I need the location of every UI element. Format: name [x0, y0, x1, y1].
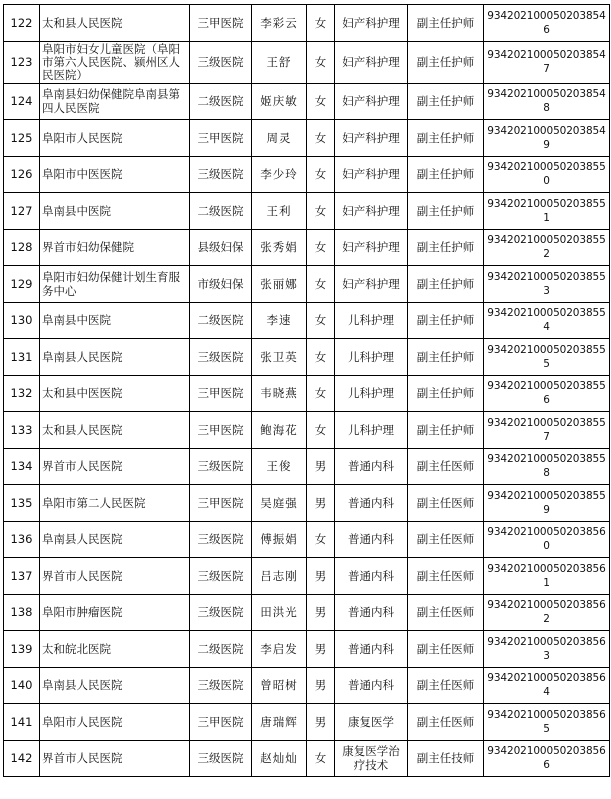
professional-title-cell: 副主任护师: [408, 412, 484, 449]
hospital-name-cell: 太和县中医医院: [40, 375, 190, 412]
hospital-level-cell: 县级妇保: [190, 229, 252, 266]
gender-cell: 男: [307, 594, 335, 631]
row-number-cell: 142: [4, 740, 40, 777]
hospital-level-cell: 二级医院: [190, 631, 252, 668]
gender-cell: 女: [307, 193, 335, 230]
specialty-cell: 普通内科: [335, 558, 408, 595]
certificate-number-cell: 9342021000502038561: [484, 558, 610, 595]
table-row: [4, 339, 610, 376]
specialty-cell: 妇产科护理: [335, 5, 408, 42]
specialty-cell: 普通内科: [335, 631, 408, 668]
person-name-cell: 李少玲: [252, 156, 307, 193]
row-number-cell: 132: [4, 375, 40, 412]
person-name-cell: 鲍海花: [252, 412, 307, 449]
row-number-cell: 128: [4, 229, 40, 266]
row-number-cell: 135: [4, 485, 40, 522]
hospital-name-cell: 阜南县中医院: [40, 302, 190, 339]
table-row: [4, 375, 610, 412]
table-row: [4, 5, 610, 42]
hospital-name-cell: 太和县人民医院: [40, 5, 190, 42]
professional-title-cell: 副主任护师: [408, 120, 484, 157]
table-row: [4, 740, 610, 777]
row-number-cell: 125: [4, 120, 40, 157]
certificate-number-cell: 9342021000502038547: [484, 41, 610, 83]
certificate-number-cell: 9342021000502038551: [484, 193, 610, 230]
row-number-cell: 122: [4, 5, 40, 42]
person-name-cell: 田洪光: [252, 594, 307, 631]
certificate-number-cell: 9342021000502038555: [484, 339, 610, 376]
roster-table: [3, 4, 610, 777]
certificate-number-cell: 9342021000502038562: [484, 594, 610, 631]
specialty-cell: 妇产科护理: [335, 193, 408, 230]
professional-title-cell: 副主任护师: [408, 375, 484, 412]
hospital-level-cell: 二级医院: [190, 83, 252, 120]
specialty-cell: 普通内科: [335, 594, 408, 631]
row-number-cell: 140: [4, 667, 40, 704]
person-name-cell: 傅振娟: [252, 521, 307, 558]
person-name-cell: 赵灿灿: [252, 740, 307, 777]
certificate-number-cell: 9342021000502038548: [484, 83, 610, 120]
specialty-cell: 妇产科护理: [335, 156, 408, 193]
gender-cell: 女: [307, 375, 335, 412]
row-number-cell: 126: [4, 156, 40, 193]
professional-title-cell: 副主任护师: [408, 339, 484, 376]
certificate-number-cell: 9342021000502038557: [484, 412, 610, 449]
gender-cell: 女: [307, 156, 335, 193]
professional-title-cell: 副主任医师: [408, 594, 484, 631]
specialty-cell: 儿科护理: [335, 339, 408, 376]
gender-cell: 女: [307, 229, 335, 266]
hospital-level-cell: 三级医院: [190, 448, 252, 485]
person-name-cell: 王利: [252, 193, 307, 230]
professional-title-cell: 副主任护师: [408, 83, 484, 120]
table-row: [4, 193, 610, 230]
specialty-cell: 康复医学: [335, 704, 408, 741]
specialty-cell: 康复医学治疗技术: [335, 740, 408, 777]
row-number-cell: 139: [4, 631, 40, 668]
person-name-cell: 吴庭强: [252, 485, 307, 522]
gender-cell: 男: [307, 558, 335, 595]
gender-cell: 女: [307, 521, 335, 558]
professional-title-cell: 副主任护师: [408, 156, 484, 193]
gender-cell: 女: [307, 41, 335, 83]
table-row: [4, 667, 610, 704]
specialty-cell: 妇产科护理: [335, 229, 408, 266]
hospital-level-cell: 三级医院: [190, 558, 252, 595]
gender-cell: 女: [307, 740, 335, 777]
specialty-cell: 普通内科: [335, 448, 408, 485]
person-name-cell: 吕志刚: [252, 558, 307, 595]
table-row: [4, 594, 610, 631]
gender-cell: 男: [307, 704, 335, 741]
hospital-name-cell: 阜阳市中医医院: [40, 156, 190, 193]
gender-cell: 女: [307, 120, 335, 157]
hospital-name-cell: 阜阳市肿瘤医院: [40, 594, 190, 631]
person-name-cell: 李启发: [252, 631, 307, 668]
gender-cell: 男: [307, 631, 335, 668]
specialty-cell: 妇产科护理: [335, 266, 408, 303]
person-name-cell: 李彩云: [252, 5, 307, 42]
row-number-cell: 130: [4, 302, 40, 339]
hospital-name-cell: 阜阳市妇女儿童医院（阜阳市第六人民医院、颍州区人民医院）: [40, 41, 190, 83]
hospital-name-cell: 太和皖北医院: [40, 631, 190, 668]
professional-title-cell: 副主任护师: [408, 229, 484, 266]
hospital-level-cell: 二级医院: [190, 302, 252, 339]
hospital-name-cell: 界首市人民医院: [40, 558, 190, 595]
gender-cell: 女: [307, 266, 335, 303]
person-name-cell: 曾昭树: [252, 667, 307, 704]
table-row: [4, 448, 610, 485]
row-number-cell: 127: [4, 193, 40, 230]
person-name-cell: 周灵: [252, 120, 307, 157]
professional-title-cell: 副主任医师: [408, 558, 484, 595]
specialty-cell: 儿科护理: [335, 302, 408, 339]
table-row: [4, 704, 610, 741]
professional-title-cell: 副主任医师: [408, 631, 484, 668]
professional-title-cell: 副主任护师: [408, 266, 484, 303]
specialty-cell: 妇产科护理: [335, 41, 408, 83]
table-row: [4, 521, 610, 558]
person-name-cell: 李速: [252, 302, 307, 339]
hospital-level-cell: 三级医院: [190, 740, 252, 777]
person-name-cell: 唐瑞辉: [252, 704, 307, 741]
row-number-cell: 131: [4, 339, 40, 376]
professional-title-cell: 副主任医师: [408, 485, 484, 522]
hospital-name-cell: 界首市人民医院: [40, 740, 190, 777]
hospital-name-cell: 阜南县中医院: [40, 193, 190, 230]
gender-cell: 女: [307, 339, 335, 376]
certificate-number-cell: 9342021000502038553: [484, 266, 610, 303]
specialty-cell: 普通内科: [335, 667, 408, 704]
person-name-cell: 张卫英: [252, 339, 307, 376]
table-row: [4, 302, 610, 339]
professional-title-cell: 副主任医师: [408, 521, 484, 558]
specialty-cell: 妇产科护理: [335, 120, 408, 157]
specialty-cell: 儿科护理: [335, 412, 408, 449]
table-row: [4, 229, 610, 266]
hospital-level-cell: 三甲医院: [190, 412, 252, 449]
specialty-cell: 儿科护理: [335, 375, 408, 412]
row-number-cell: 123: [4, 41, 40, 83]
table-row: [4, 120, 610, 157]
hospital-name-cell: 阜阳市第二人民医院: [40, 485, 190, 522]
certificate-number-cell: 9342021000502038563: [484, 631, 610, 668]
gender-cell: 男: [307, 667, 335, 704]
person-name-cell: 王舒: [252, 41, 307, 83]
table-row: [4, 41, 610, 83]
specialty-cell: 妇产科护理: [335, 83, 408, 120]
hospital-name-cell: 阜南县人民医院: [40, 339, 190, 376]
hospital-name-cell: 阜阳市人民医院: [40, 704, 190, 741]
person-name-cell: 韦晓燕: [252, 375, 307, 412]
table-row: [4, 156, 610, 193]
table-row: [4, 266, 610, 303]
certificate-number-cell: 9342021000502038549: [484, 120, 610, 157]
row-number-cell: 134: [4, 448, 40, 485]
gender-cell: 女: [307, 83, 335, 120]
certificate-number-cell: 9342021000502038565: [484, 704, 610, 741]
gender-cell: 男: [307, 485, 335, 522]
certificate-number-cell: 9342021000502038550: [484, 156, 610, 193]
certificate-number-cell: 9342021000502038559: [484, 485, 610, 522]
row-number-cell: 133: [4, 412, 40, 449]
professional-title-cell: 副主任护师: [408, 41, 484, 83]
hospital-name-cell: 阜南县人民医院: [40, 667, 190, 704]
professional-title-cell: 副主任医师: [408, 448, 484, 485]
row-number-cell: 124: [4, 83, 40, 120]
hospital-level-cell: 市级妇保: [190, 266, 252, 303]
table-row: [4, 631, 610, 668]
hospital-level-cell: 三级医院: [190, 156, 252, 193]
certificate-number-cell: 9342021000502038566: [484, 740, 610, 777]
table-row: [4, 485, 610, 522]
person-name-cell: 张秀娟: [252, 229, 307, 266]
hospital-level-cell: 三甲医院: [190, 5, 252, 42]
gender-cell: 女: [307, 302, 335, 339]
table-row: [4, 412, 610, 449]
gender-cell: 女: [307, 5, 335, 42]
hospital-level-cell: 三甲医院: [190, 120, 252, 157]
certificate-number-cell: 9342021000502038560: [484, 521, 610, 558]
gender-cell: 男: [307, 448, 335, 485]
hospital-level-cell: 三级医院: [190, 594, 252, 631]
hospital-level-cell: 三级医院: [190, 667, 252, 704]
table-body: [4, 5, 610, 777]
hospital-name-cell: 阜南县人民医院: [40, 521, 190, 558]
person-name-cell: 张丽娜: [252, 266, 307, 303]
table-row: [4, 83, 610, 120]
specialty-cell: 普通内科: [335, 521, 408, 558]
hospital-name-cell: 界首市妇幼保健院: [40, 229, 190, 266]
hospital-name-cell: 界首市人民医院: [40, 448, 190, 485]
certificate-number-cell: 9342021000502038556: [484, 375, 610, 412]
professional-title-cell: 副主任医师: [408, 704, 484, 741]
professional-title-cell: 副主任护师: [408, 302, 484, 339]
certificate-number-cell: 9342021000502038552: [484, 229, 610, 266]
gender-cell: 女: [307, 412, 335, 449]
hospital-level-cell: 三级医院: [190, 521, 252, 558]
hospital-level-cell: 三甲医院: [190, 375, 252, 412]
specialty-cell: 普通内科: [335, 485, 408, 522]
hospital-name-cell: 阜阳市妇幼保健计划生育服务中心: [40, 266, 190, 303]
professional-title-cell: 副主任技师: [408, 740, 484, 777]
professional-title-cell: 副主任护师: [408, 5, 484, 42]
certificate-number-cell: 9342021000502038564: [484, 667, 610, 704]
table-row: [4, 558, 610, 595]
hospital-name-cell: 太和县人民医院: [40, 412, 190, 449]
person-name-cell: 王俊: [252, 448, 307, 485]
certificate-number-cell: 9342021000502038546: [484, 5, 610, 42]
hospital-level-cell: 三级医院: [190, 339, 252, 376]
certificate-number-cell: 9342021000502038554: [484, 302, 610, 339]
row-number-cell: 141: [4, 704, 40, 741]
hospital-name-cell: 阜南县妇幼保健院阜南县第四人民医院: [40, 83, 190, 120]
professional-title-cell: 副主任护师: [408, 193, 484, 230]
row-number-cell: 129: [4, 266, 40, 303]
row-number-cell: 138: [4, 594, 40, 631]
hospital-level-cell: 二级医院: [190, 193, 252, 230]
row-number-cell: 136: [4, 521, 40, 558]
professional-title-cell: 副主任医师: [408, 667, 484, 704]
hospital-level-cell: 三甲医院: [190, 704, 252, 741]
hospital-level-cell: 三级医院: [190, 41, 252, 83]
row-number-cell: 137: [4, 558, 40, 595]
hospital-name-cell: 阜阳市人民医院: [40, 120, 190, 157]
person-name-cell: 姬庆敏: [252, 83, 307, 120]
hospital-level-cell: 三甲医院: [190, 485, 252, 522]
certificate-number-cell: 9342021000502038558: [484, 448, 610, 485]
